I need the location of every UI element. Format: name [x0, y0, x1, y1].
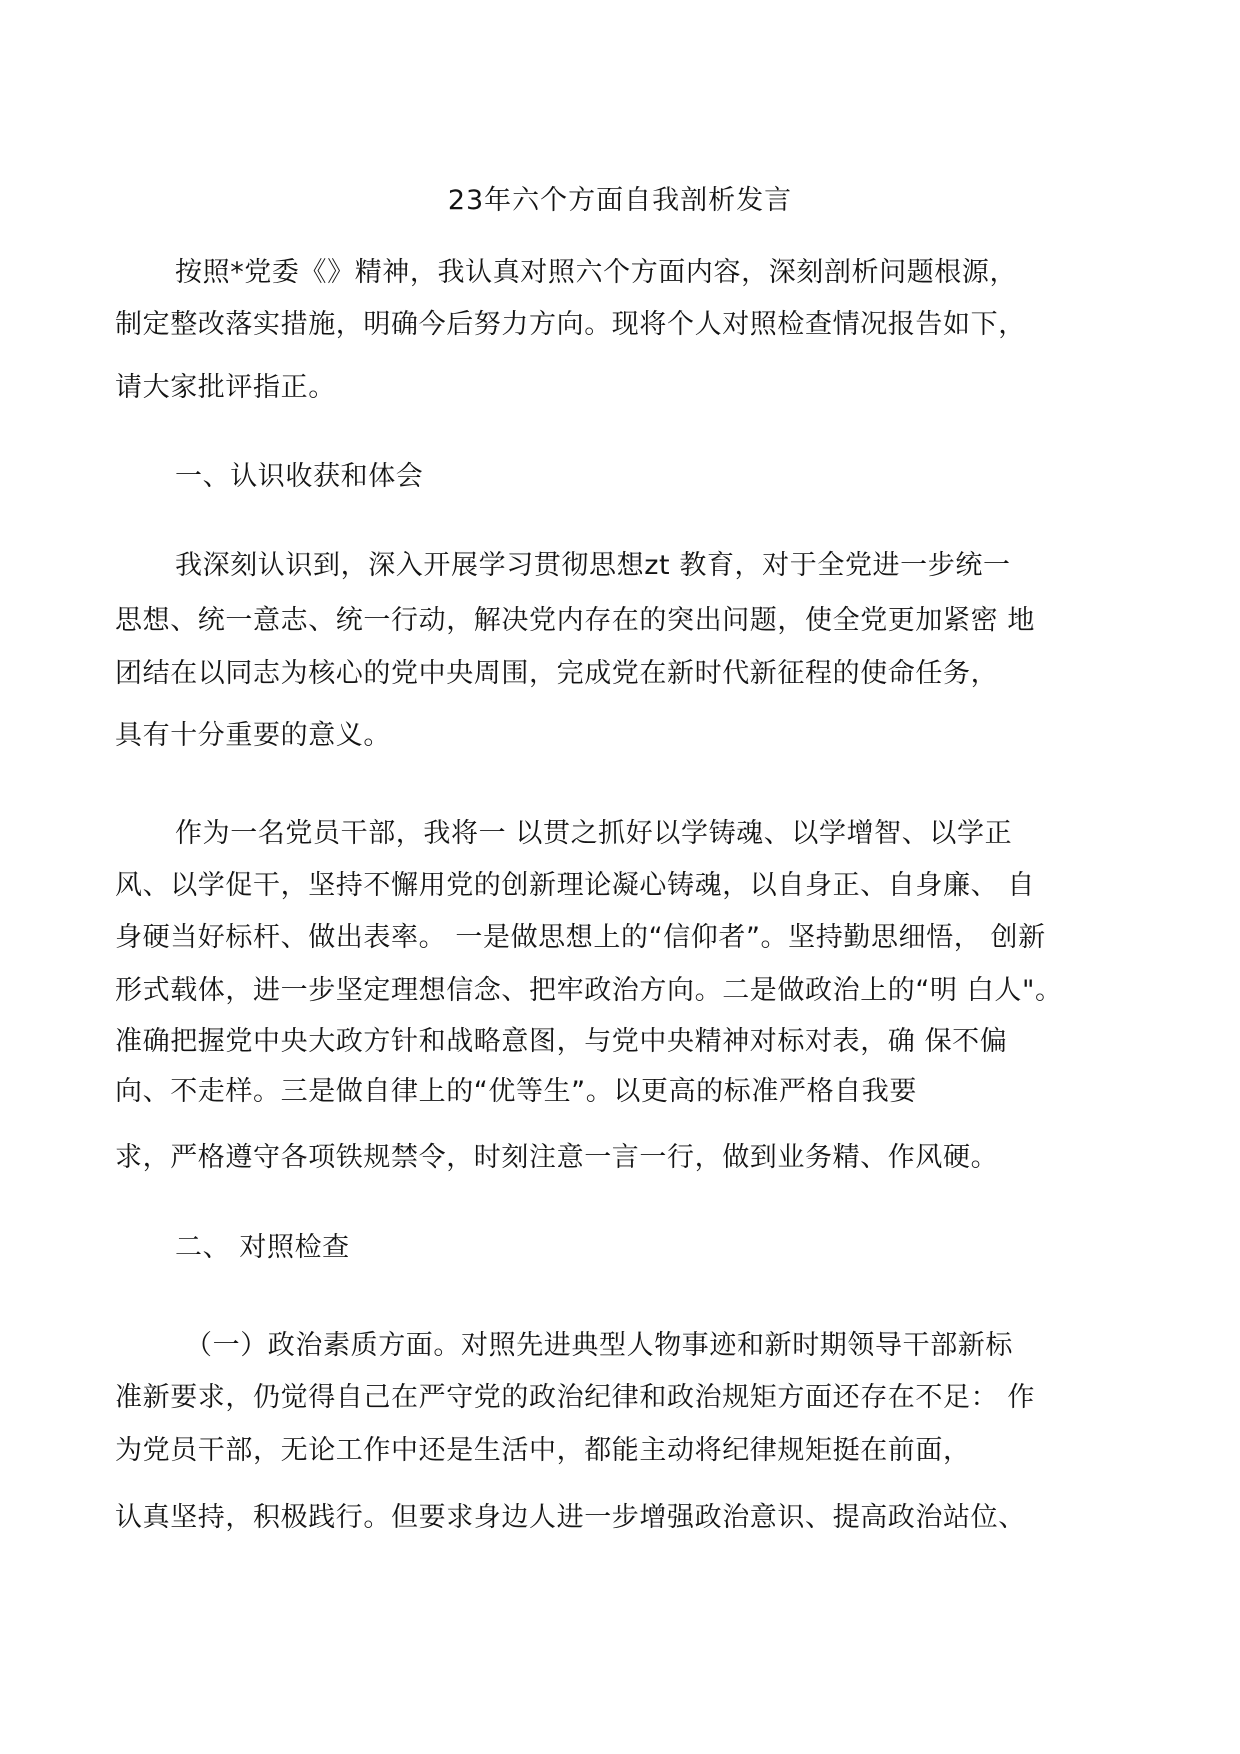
section-heading: 二、 对照检查	[175, 1232, 350, 1263]
paragraph-line: 形式载体，进一步坚定理想信念、把牢政治方向。二是做政治上的“明 白人"。	[115, 975, 1063, 1006]
section-heading: 一、认识收获和体会	[175, 461, 424, 492]
paragraph-line: 我深刻认识到，深入开展学习贯彻思想zt 教育，对于全党进一步统一	[175, 550, 1011, 581]
paragraph-line: 准新要求，仍觉得自己在严守党的政治纪律和政治规矩方面还存在不足： 作	[115, 1382, 1035, 1413]
paragraph-line: 向、不走样。三是做自律上的“优等生”。以更高的标准严格自我要	[115, 1076, 917, 1107]
paragraph-line: 请大家批评指正。	[115, 372, 336, 403]
paragraph-line: 身硬当好标杆、做出表率。 一是做思想上的“信仰者”。坚持勤思细悟， 创新	[115, 922, 1046, 953]
paragraph-line: 求，严格遵守各项铁规禁令，时刻注意一言一行，做到业务精、作风硬。	[115, 1142, 999, 1173]
document-title: 23年六个方面自我剖析发言	[447, 185, 793, 216]
paragraph-line: 具有十分重要的意义。	[115, 720, 391, 751]
paragraph-line: 为党员干部，无论工作中还是生活中，都能主动将纪律规矩挺在前面，	[115, 1435, 971, 1466]
paragraph-line: 风、以学促干，坚持不懈用党的创新理论凝心铸魂，以自身正、自身廉、 自	[115, 870, 1035, 901]
paragraph-line: 团结在以同志为核心的党中央周围，完成党在新时代新征程的使命任务，	[115, 658, 999, 689]
paragraph-line: （一）政治素质方面。对照先进典型人物事迹和新时期领导干部新标	[185, 1330, 1013, 1361]
paragraph-line: 作为一名党员干部，我将一 以贯之抓好以学铸魂、以学增智、以学正	[175, 818, 1013, 849]
paragraph-line: 认真坚持，积极践行。但要求身边人进一步增强政治意识、提高政治站位、	[115, 1502, 1026, 1533]
paragraph-line: 准确把握党中央大政方针和战略意图，与党中央精神对标对表，确 保不偏	[115, 1026, 1008, 1057]
paragraph-line: 制定整改落实措施，明确今后努力方向。现将个人对照检查情况报告如下，	[115, 309, 1026, 340]
paragraph-line: 按照*党委《》精神，我认真对照六个方面内容，深刻剖析问题根源，	[175, 257, 1018, 288]
paragraph-line: 思想、统一意志、统一行动，解决党内存在的突出问题，使全党更加紧密 地	[115, 605, 1035, 636]
